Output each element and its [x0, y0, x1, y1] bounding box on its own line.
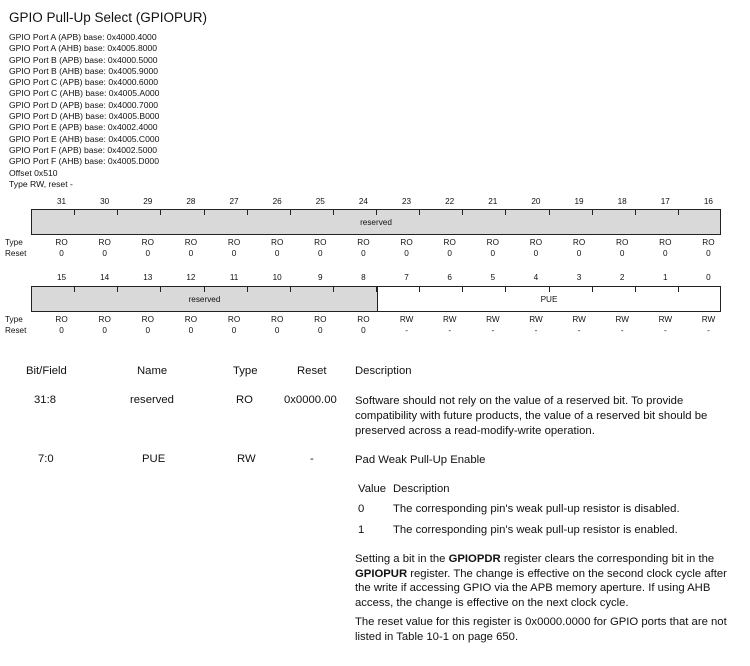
bit-reset: - — [663, 326, 667, 335]
row2-bitfield: 7:0 — [38, 453, 54, 465]
bit-reset: 0 — [663, 249, 668, 258]
bit-type: RO — [357, 238, 370, 247]
bit-reset: - — [534, 326, 538, 335]
bit-reset: 0 — [361, 249, 366, 258]
bit-number: 7 — [404, 273, 409, 282]
bit-number: 14 — [100, 273, 110, 282]
bit-tick — [592, 210, 593, 215]
base-line: GPIO Port F (APB) base: 0x4002.5000 — [9, 144, 158, 155]
bit-type: RO — [443, 238, 456, 247]
base-line: GPIO Port B (APB) base: 0x4000.5000 — [9, 54, 158, 65]
bit-type: RW — [701, 315, 716, 324]
bit-number: 31 — [57, 197, 67, 206]
bit-number: 5 — [490, 273, 496, 282]
bit-reset: 0 — [318, 249, 323, 258]
bit-number: 11 — [229, 273, 239, 282]
bit-tick — [549, 210, 550, 215]
bit-tick — [592, 287, 593, 292]
bit-tick — [419, 210, 420, 215]
upper-reset-label: Reset — [5, 249, 27, 258]
bit-number: 21 — [488, 197, 498, 206]
bit-number: 18 — [617, 197, 627, 206]
bit-number: 12 — [186, 273, 196, 282]
lower-type-label: Type — [5, 315, 23, 324]
bit-reset: 0 — [188, 326, 194, 335]
bit-tick — [419, 287, 420, 292]
bit-number: 20 — [531, 197, 541, 206]
bit-reset: 0 — [59, 326, 64, 335]
bit-reset: 0 — [274, 326, 280, 335]
bit-tick — [290, 210, 291, 215]
bit-tick — [74, 287, 75, 292]
base-line: GPIO Port E (APB) base: 0x4002.4000 — [9, 122, 158, 133]
base-line: GPIO Port E (AHB) base: 0x4005.C000 — [9, 133, 160, 144]
bit-reset: - — [707, 326, 710, 335]
page-title: GPIO Pull-Up Select (GPIOPUR) — [9, 10, 208, 25]
bit-reset: - — [448, 326, 452, 335]
value-0: 0 — [358, 503, 365, 515]
bit-reset: 0 — [404, 249, 409, 258]
lower-resets — [0, 326, 750, 338]
base-line: GPIO Port D (AHB) base: 0x4005.B000 — [9, 111, 160, 122]
bit-reset: 0 — [145, 326, 151, 335]
bit-reset: 0 — [533, 249, 539, 258]
bit-type: RO — [227, 315, 241, 324]
value-header: Value — [358, 483, 387, 495]
bit-type: RW — [615, 315, 629, 324]
bit-tick — [505, 287, 506, 292]
header-type: Type — [233, 365, 258, 377]
bit-type: RW — [442, 315, 457, 324]
bit-type: RO — [184, 315, 198, 324]
bit-reset: 0 — [490, 249, 496, 258]
bit-type: RW — [572, 315, 586, 324]
bit-tick — [678, 210, 679, 215]
type-reset-line: Type RW, reset - — [9, 178, 73, 189]
bit-tick — [635, 287, 636, 292]
bit-type: RO — [141, 238, 154, 247]
base-line: GPIO Port F (AHB) base: 0x4005.D000 — [9, 156, 159, 167]
bit-tick — [290, 287, 291, 292]
bit-tick — [117, 287, 118, 292]
bit-tick — [247, 210, 248, 215]
bit-number: 17 — [660, 197, 670, 206]
bit-type: RO — [702, 238, 715, 247]
bit-tick — [505, 210, 506, 215]
base-address-list — [9, 32, 159, 190]
bit-reset: 0 — [447, 249, 452, 258]
bit-type: RW — [529, 315, 543, 324]
bit-reset: 0 — [318, 326, 323, 335]
bit-tick — [117, 210, 118, 215]
bit-reset: 0 — [102, 326, 107, 335]
gpiopdr-reg: GPIOPDR — [448, 553, 501, 565]
bit-number: 0 — [706, 273, 711, 282]
bit-type: RO — [271, 315, 284, 324]
row2-type: RW — [237, 453, 256, 465]
bit-type: RO — [227, 238, 241, 247]
bit-reset: 0 — [231, 326, 237, 335]
bit-type: RO — [616, 238, 629, 247]
upper-register-box — [31, 209, 721, 235]
lower-reset-label: Reset — [5, 326, 27, 335]
bit-type: RO — [400, 238, 413, 247]
pue-note-1: Setting a bit in the GPIOPDR register clears the corresponding bit in the GPIOPUR register. The change is effective on the second clock cycle after the write if accessing GPIO via the APB memory aperture. If using AHB access, the change is effective on the next clock cycle. — [355, 553, 727, 609]
pue-note-2: The reset value for this register is 0x0000.0000 for GPIO ports that are not listed in Table 10-1 on page 650. — [355, 616, 727, 643]
bit-type: RO — [572, 238, 586, 247]
bit-type: RO — [141, 315, 154, 324]
lower-reserved-label: reserved — [188, 295, 221, 304]
bit-type: RO — [55, 315, 68, 324]
base-line: GPIO Port C (APB) base: 0x4000.6000 — [9, 77, 159, 88]
header-name: Name — [137, 365, 168, 377]
bit-number: 15 — [57, 273, 67, 282]
bit-type: RO — [271, 238, 284, 247]
value-0-text: The corresponding pin's weak pull-up resistor is disabled. — [393, 503, 680, 515]
bit-type: RO — [529, 238, 543, 247]
bit-reset: - — [620, 326, 624, 335]
row2-description: Pad Weak Pull-Up Enable — [355, 454, 486, 466]
base-line: GPIO Port C (AHB) base: 0x4005.A000 — [9, 88, 160, 99]
bit-type: RO — [357, 315, 370, 324]
bit-number: 19 — [574, 197, 584, 206]
offset-line: Offset 0x510 — [9, 167, 58, 178]
bit-type: RO — [55, 238, 68, 247]
upper-reserved-label: reserved — [360, 218, 392, 227]
bit-number: 8 — [361, 273, 366, 282]
bit-reset: 0 — [619, 249, 625, 258]
bit-tick — [333, 210, 334, 215]
bit-reset: 0 — [274, 249, 280, 258]
base-line: GPIO Port A (APB) base: 0x4000.4000 — [9, 32, 157, 42]
bit-number: 27 — [229, 197, 239, 206]
bit-number: 22 — [445, 197, 455, 206]
upper-type-label: Type — [5, 238, 23, 247]
row1-description: Software should not rely on the value of a reserved bit. To provide compatibility with future products, the value of a reserved bit should be preserved across a read-modify-write operation. — [355, 395, 708, 437]
bit-number: 13 — [143, 273, 153, 282]
row1-type: RO — [236, 394, 253, 406]
bit-number: 2 — [619, 273, 625, 282]
bit-type: RW — [486, 315, 500, 324]
base-line: GPIO Port D (APB) base: 0x4000.7000 — [9, 99, 159, 110]
bit-number: 23 — [402, 197, 412, 206]
bit-tick — [678, 287, 679, 292]
value-1: 1 — [358, 524, 365, 536]
bit-reset: - — [491, 326, 495, 335]
row1-bitfield: 31:8 — [34, 394, 56, 406]
bit-reset: 0 — [231, 249, 237, 258]
bit-tick — [376, 210, 377, 215]
bit-tick — [462, 210, 463, 215]
value-1-text: The corresponding pin's weak pull-up resistor is enabled. — [393, 524, 678, 536]
bit-reset: 0 — [361, 326, 366, 335]
bit-tick — [247, 287, 248, 292]
bit-reset: 0 — [706, 249, 711, 258]
bit-type: RO — [314, 315, 327, 324]
bit-tick — [204, 287, 205, 292]
bit-type: RO — [659, 238, 672, 247]
bit-tick — [333, 287, 334, 292]
row2-name: PUE — [142, 453, 166, 465]
lower-register-box — [31, 286, 721, 312]
base-line: GPIO Port B (AHB) base: 0x4005.9000 — [9, 65, 159, 76]
bit-tick — [160, 210, 161, 215]
upper-bit-numbers — [0, 197, 750, 209]
bit-type: RW — [399, 315, 414, 324]
bit-number: 26 — [272, 197, 282, 206]
bit-number: 10 — [272, 273, 282, 282]
bit-type: RO — [184, 238, 198, 247]
bit-number: 4 — [533, 273, 539, 282]
bit-reset: - — [405, 326, 408, 335]
bit-type: RW — [658, 315, 673, 324]
header-reset: Reset — [297, 365, 327, 377]
base-line: GPIO Port A (AHB) base: 0x4005.8000 — [9, 43, 158, 54]
bit-number: 25 — [315, 197, 325, 206]
pue-field-label: PUE — [540, 295, 558, 304]
bit-type: RO — [98, 315, 111, 324]
bit-number: 1 — [663, 273, 668, 282]
bit-number: 24 — [358, 197, 368, 206]
row1-reset: 0x0000.00 — [284, 394, 337, 406]
header-description: Description — [355, 365, 412, 377]
bit-type: RO — [314, 238, 327, 247]
bit-tick — [462, 287, 463, 292]
bit-tick — [376, 287, 377, 292]
value-desc-header: Description — [393, 483, 450, 495]
bit-tick — [635, 210, 636, 215]
bit-tick — [204, 210, 205, 215]
gpiopur-reg: GPIOPUR — [355, 567, 408, 580]
bit-type: RO — [98, 238, 111, 247]
bit-number: 3 — [576, 273, 582, 282]
bit-number: 29 — [143, 197, 153, 206]
row2-reset: - — [310, 453, 314, 465]
bit-number: 16 — [703, 197, 713, 206]
bit-reset: 0 — [576, 249, 582, 258]
bit-reset: 0 — [59, 249, 64, 258]
bit-reset: 0 — [145, 249, 151, 258]
header-bitfield: Bit/Field — [26, 365, 67, 377]
bit-reset: 0 — [102, 249, 107, 258]
bit-tick — [160, 287, 161, 292]
bit-tick — [74, 210, 75, 215]
bit-number: 28 — [186, 197, 196, 206]
lower-bit-numbers — [0, 273, 750, 285]
bit-number: 9 — [318, 273, 323, 282]
bit-tick — [549, 287, 550, 292]
row1-name: reserved — [130, 394, 174, 406]
upper-resets — [0, 249, 750, 261]
bit-reset: 0 — [188, 249, 194, 258]
bit-type: RO — [486, 238, 499, 247]
bit-reset: - — [577, 326, 581, 335]
bit-number: 30 — [100, 197, 110, 206]
bit-number: 6 — [447, 273, 452, 282]
